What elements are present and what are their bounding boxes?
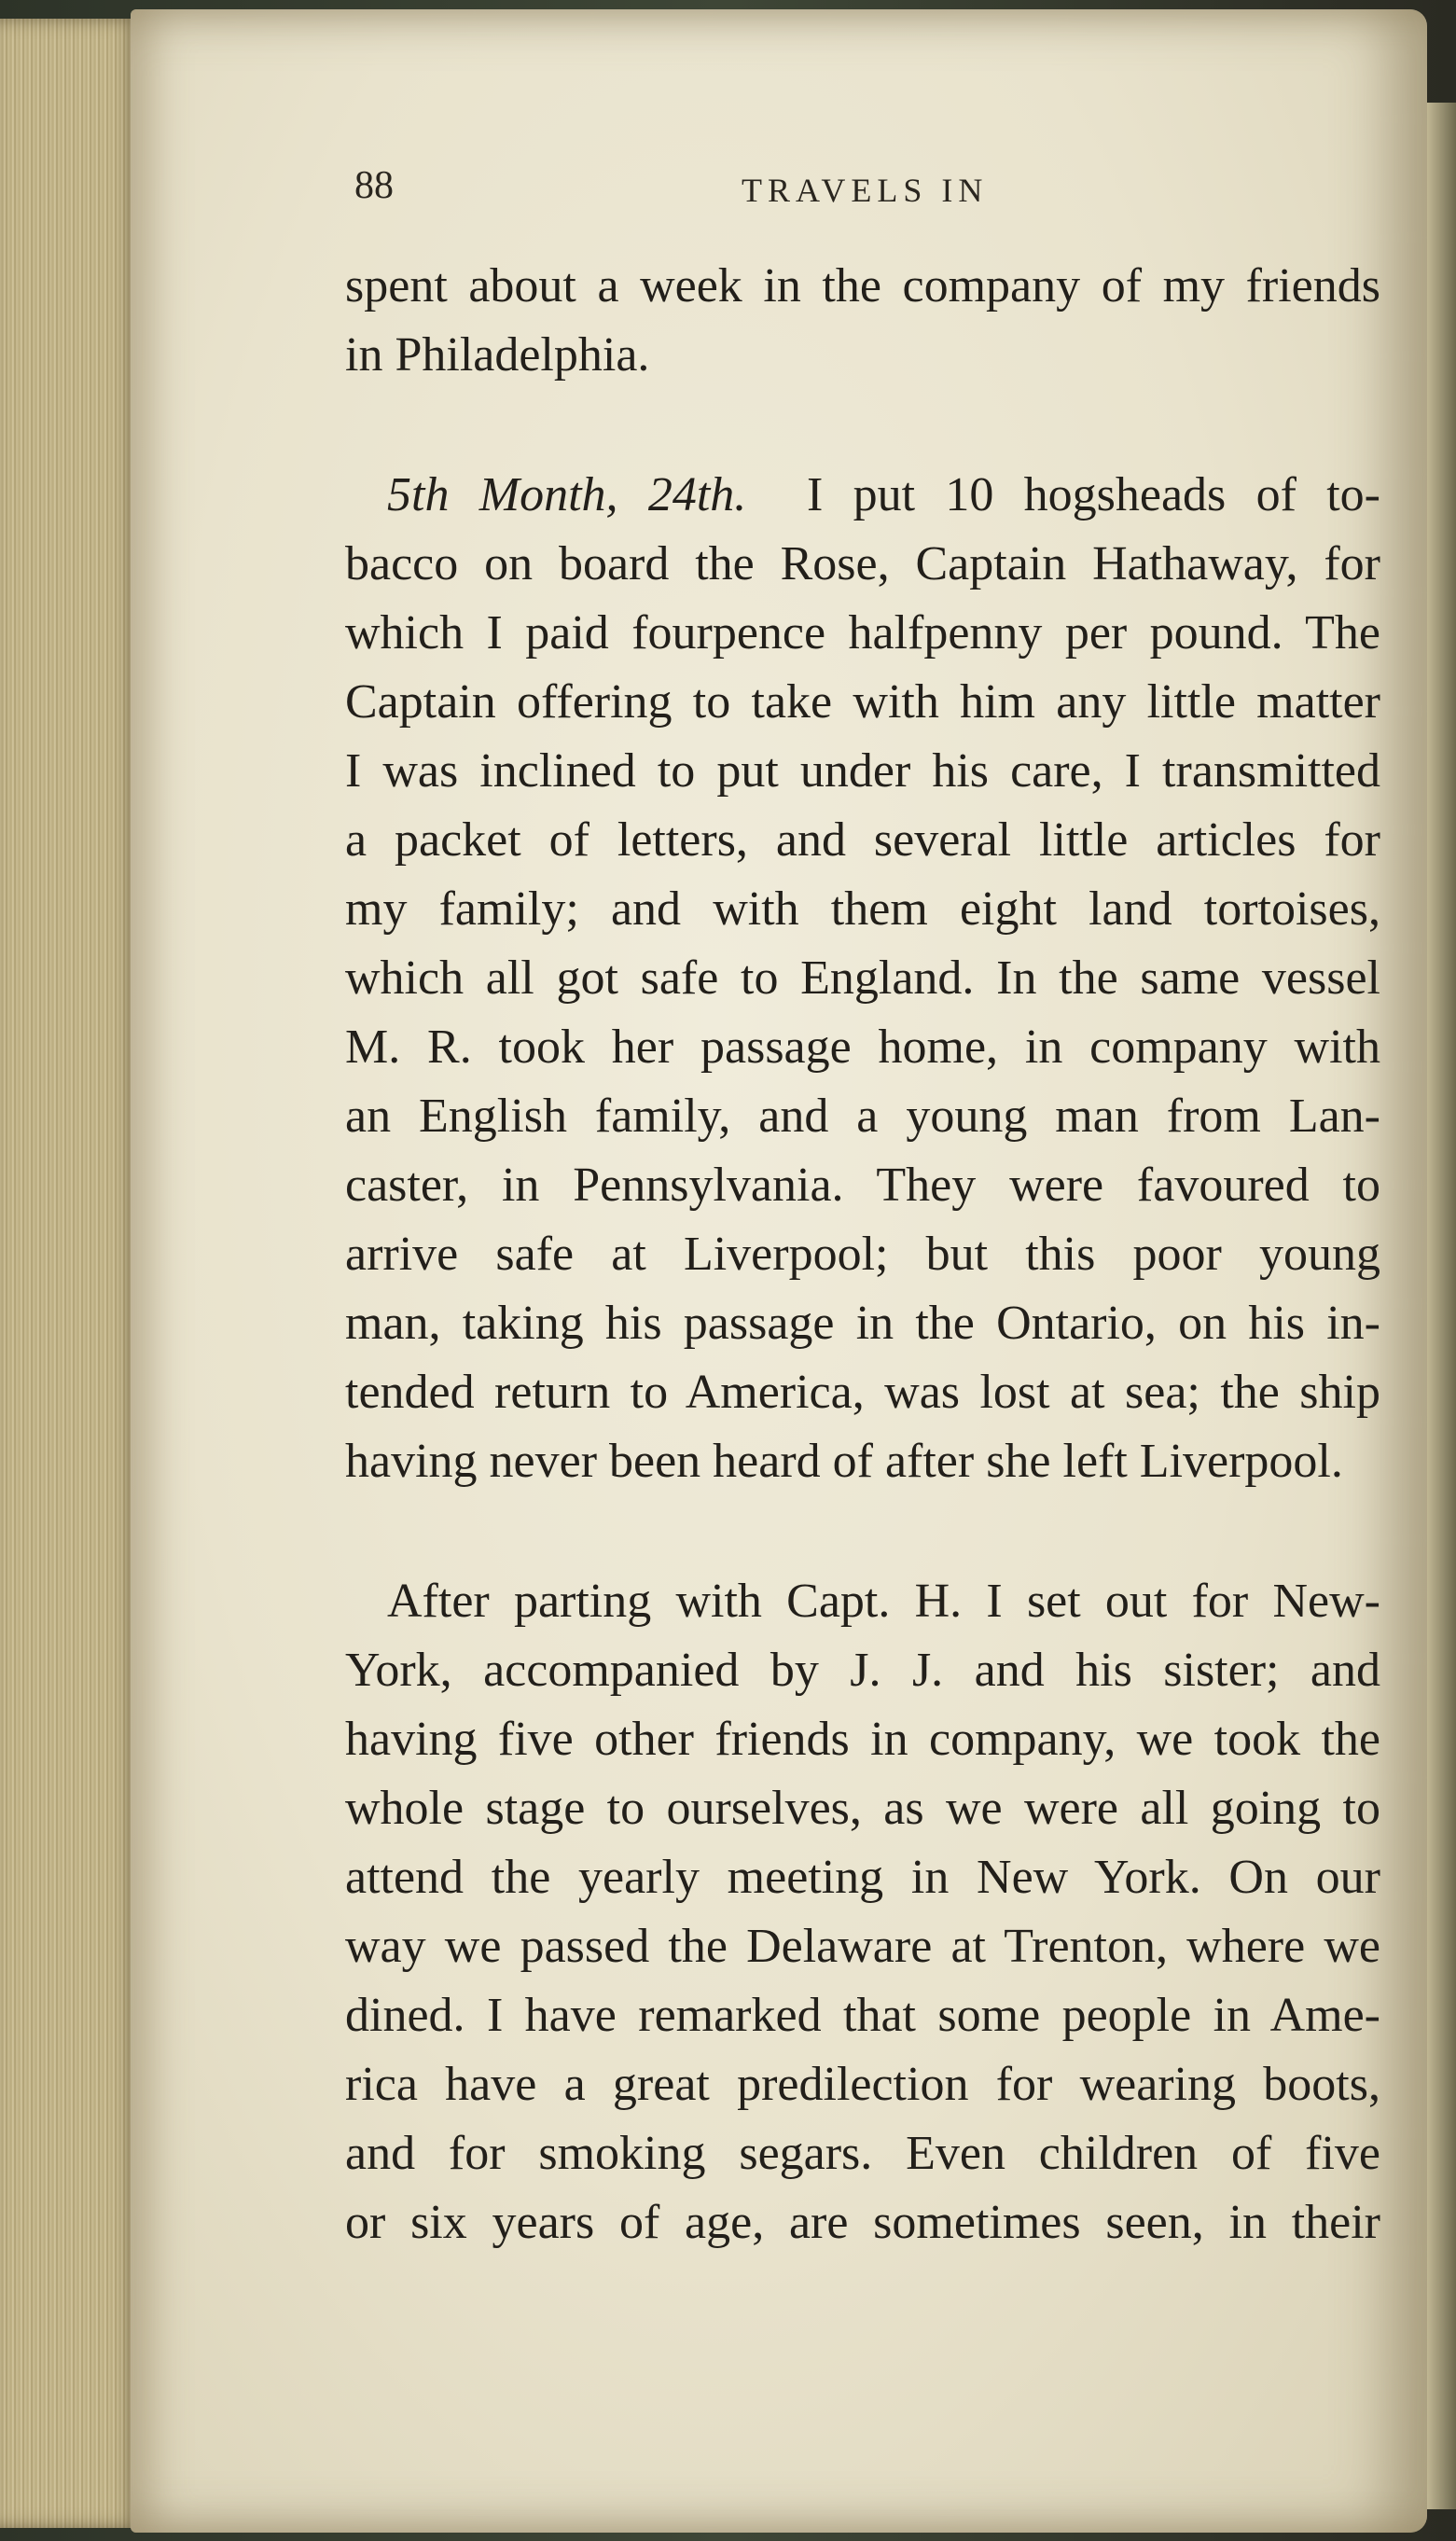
text-line: which I paid fourpence halfpenny per pound. The xyxy=(345,606,1380,660)
text-line: and for smoking segars. Even children of five xyxy=(345,2127,1380,2180)
date-heading: 5th Month, 24th. xyxy=(387,468,747,521)
text-line: or six years of age, are sometimes seen, in their xyxy=(345,2196,1380,2249)
paragraph xyxy=(345,1567,1380,2257)
text-line-rest: I put 10 hogsheads of to- xyxy=(806,468,1380,521)
text-line: having never been heard of after she left Liverpool. xyxy=(345,1435,1343,1488)
text-line: attend the yearly meeting in New York. On our xyxy=(345,1851,1380,1904)
text-line: which all got safe to England. In the same vessel xyxy=(345,951,1380,1005)
text-line: arrive safe at Liverpool; but this poor young xyxy=(345,1228,1380,1281)
text-line: a packet of letters, and several little articles for xyxy=(345,813,1380,867)
text-line: I was inclined to put under his care, I transmitted xyxy=(345,744,1380,798)
text-line: whole stage to ourselves, as we were all going to xyxy=(345,1782,1380,1835)
text-line: M. R. took her passage home, in company with xyxy=(345,1021,1380,1074)
text-line: spent about a week in the company of my friends xyxy=(345,259,1380,312)
text-line: man, taking his passage in the Ontario, on his in- xyxy=(345,1297,1380,1350)
text-line: caster, in Pennsylvania. They were favoured to xyxy=(345,1159,1380,1212)
text-line: rica have a great predilection for wearing boots, xyxy=(345,2058,1380,2111)
text-line: in Philadelphia. xyxy=(345,328,650,382)
running-head: TRAVELS IN xyxy=(742,172,989,209)
text-line: dined. I have remarked that some people in Ame- xyxy=(345,1989,1380,2042)
text-line: having five other friends in company, we took the xyxy=(345,1713,1380,1766)
book-fore-edge xyxy=(0,19,140,2528)
text-line: an English family, and a young man from Lan- xyxy=(345,1090,1380,1143)
text-line: York, accompanied by J. J. and his sister; and xyxy=(345,1644,1380,1697)
text-line: Captain offering to take with him any little matter xyxy=(345,675,1380,729)
page-header xyxy=(354,163,1194,219)
paragraph xyxy=(345,461,1380,1496)
text-line: way we passed the Delaware at Trenton, where we xyxy=(345,1920,1380,1973)
text-line: bacco on board the Rose, Captain Hathaway, for xyxy=(345,537,1380,590)
text-line xyxy=(345,461,1380,530)
text-line: my family; and with them eight land tortoises, xyxy=(345,882,1380,936)
paragraph xyxy=(345,252,1380,390)
text-line: After parting with Capt. H. I set out for New- xyxy=(387,1575,1380,1628)
body-text xyxy=(345,252,1380,2257)
text-line: tended return to America, was lost at sea; the ship xyxy=(345,1366,1380,1419)
page-number: 88 xyxy=(354,164,394,207)
